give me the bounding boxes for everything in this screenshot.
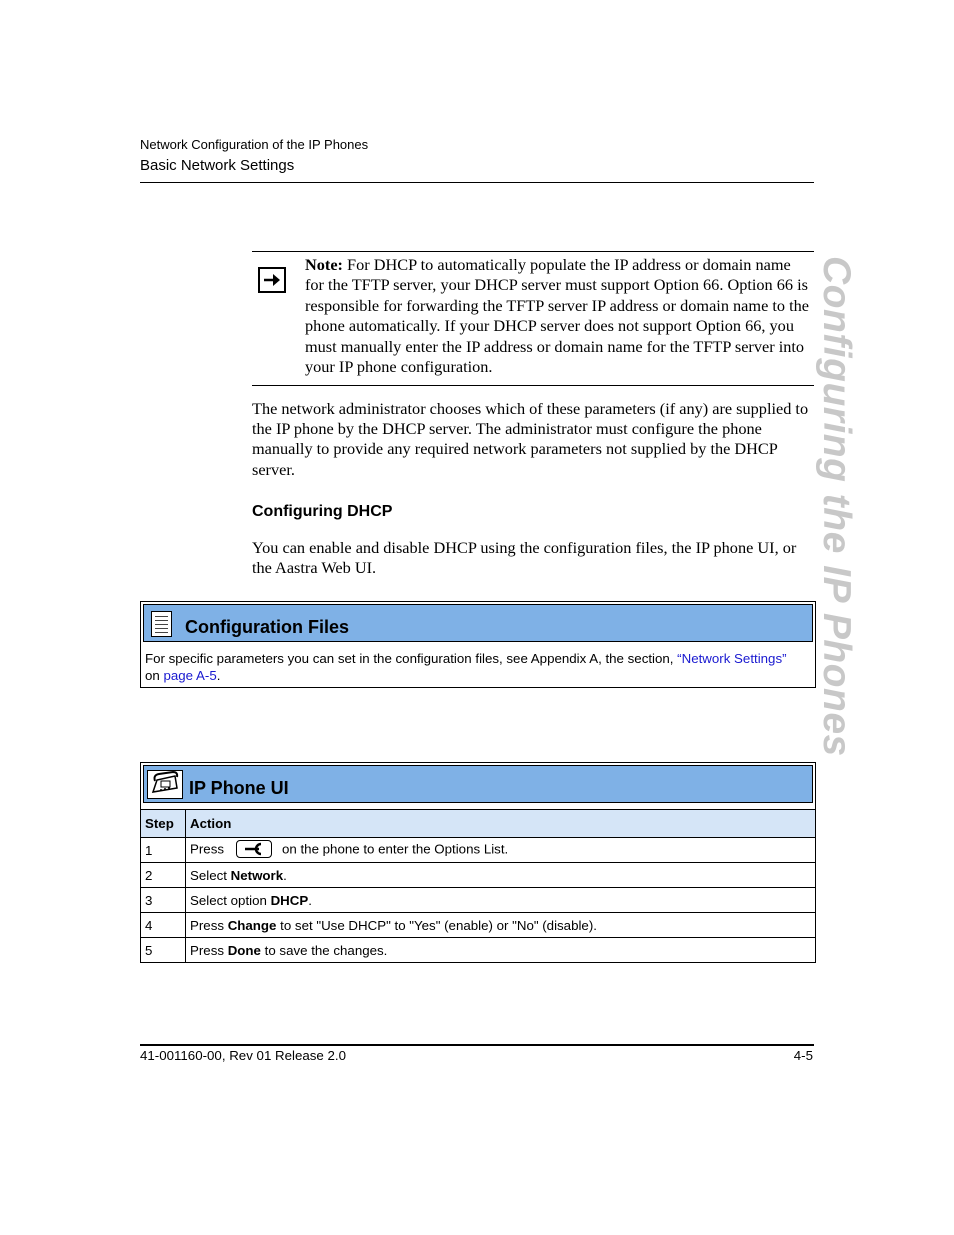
footer-document-id: 41-001160-00, Rev 01 Release 2.0 [140, 1048, 346, 1063]
table-header-row [141, 810, 816, 838]
action-text-after: to set "Use DHCP" to "Yes" (enable) or "No" (disable). [276, 917, 597, 933]
step-number: 1 [141, 838, 186, 863]
action-text: Press [190, 917, 228, 933]
paragraph-enable-dhcp: You can enable and disable DHCP using the configuration files, the IP phone UI, or the Aastra Web UI. [252, 538, 797, 578]
chapter-side-tab [815, 256, 860, 757]
note-bottom-rule [252, 385, 814, 386]
ip-phone-ui-title: IP Phone UI [189, 778, 289, 798]
action-text: Press [190, 942, 228, 958]
footer-page-number: 4-5 [793, 1048, 813, 1063]
action-text: Press [190, 841, 224, 857]
action-keyword: Done [227, 942, 261, 958]
step-number: 3 [141, 888, 186, 913]
action-keyword: DHCP [270, 892, 309, 908]
step-action [186, 913, 816, 938]
action-text-after: on the phone to enter the Options List. [282, 841, 509, 857]
options-key-icon [236, 840, 272, 858]
header-rule [140, 182, 814, 183]
chapter-side-tab-label: Configuring the IP Phones [815, 256, 858, 757]
action-text-after: . [308, 892, 312, 908]
document-icon [151, 611, 172, 637]
configuration-files-title: Configuration Files [185, 617, 349, 637]
arrow-right-icon [258, 267, 286, 293]
table-row [141, 938, 816, 963]
cf-text-mid: on [145, 668, 164, 683]
note-top-rule [252, 251, 814, 252]
step-action [186, 838, 816, 863]
action-keyword: Change [227, 917, 277, 933]
configuration-files-text [145, 650, 805, 684]
ip-phone-ui-header [143, 765, 813, 803]
step-action [186, 888, 816, 913]
network-settings-link[interactable]: “Network Settings” [677, 651, 787, 666]
action-text: Select option [190, 892, 271, 908]
step-number: 2 [141, 863, 186, 888]
step-number: 5 [141, 938, 186, 963]
page-a5-link[interactable]: page A-5 [163, 668, 217, 683]
steps-table [140, 809, 816, 963]
footer-rule [140, 1044, 814, 1046]
note-body: For DHCP to automatically populate the IP address or domain name for the TFTP server, your DHCP server must support Option 66. Option 66 is responsible for forwarding the TFTP server IP address or domain name to the phone automatically. If your DHCP server does not support Option 66, you must manually enter the IP address or domain name for the TFTP server into your IP phone configuration. [305, 255, 809, 377]
configuration-files-header [143, 604, 813, 642]
action-keyword: Network [230, 867, 284, 883]
step-action [186, 938, 816, 963]
note-label: Note: [305, 255, 343, 274]
action-text-after: to save the changes. [260, 942, 388, 958]
section-heading: Configuring DHCP [252, 503, 393, 520]
action-text-after: . [283, 867, 287, 883]
column-header-step: Step [141, 810, 186, 838]
running-header-section: Basic Network Settings [140, 157, 295, 174]
action-text: Select [190, 867, 231, 883]
table-row [141, 888, 816, 913]
step-action [186, 863, 816, 888]
running-header-chapter: Network Configuration of the IP Phones [140, 137, 369, 152]
configuration-files-box [140, 601, 816, 688]
ip-phone-ui-box [140, 762, 816, 963]
table-row [141, 838, 816, 863]
table-row [141, 863, 816, 888]
phone-icon [147, 770, 183, 799]
cf-text-after: . [216, 668, 221, 683]
note-text [305, 255, 810, 377]
step-number: 4 [141, 913, 186, 938]
cf-text-before: For specific parameters you can set in the configuration files, see Appendix A, the section, [145, 651, 678, 666]
table-row [141, 913, 816, 938]
paragraph-dhcp-parameters: The network administrator chooses which of these parameters (if any) are supplied to the IP phone by the DHCP server. The administrator must configure the phone manually to provide any required network parameters not supplied by the DHCP server. [252, 399, 809, 479]
column-header-action: Action [186, 810, 816, 838]
